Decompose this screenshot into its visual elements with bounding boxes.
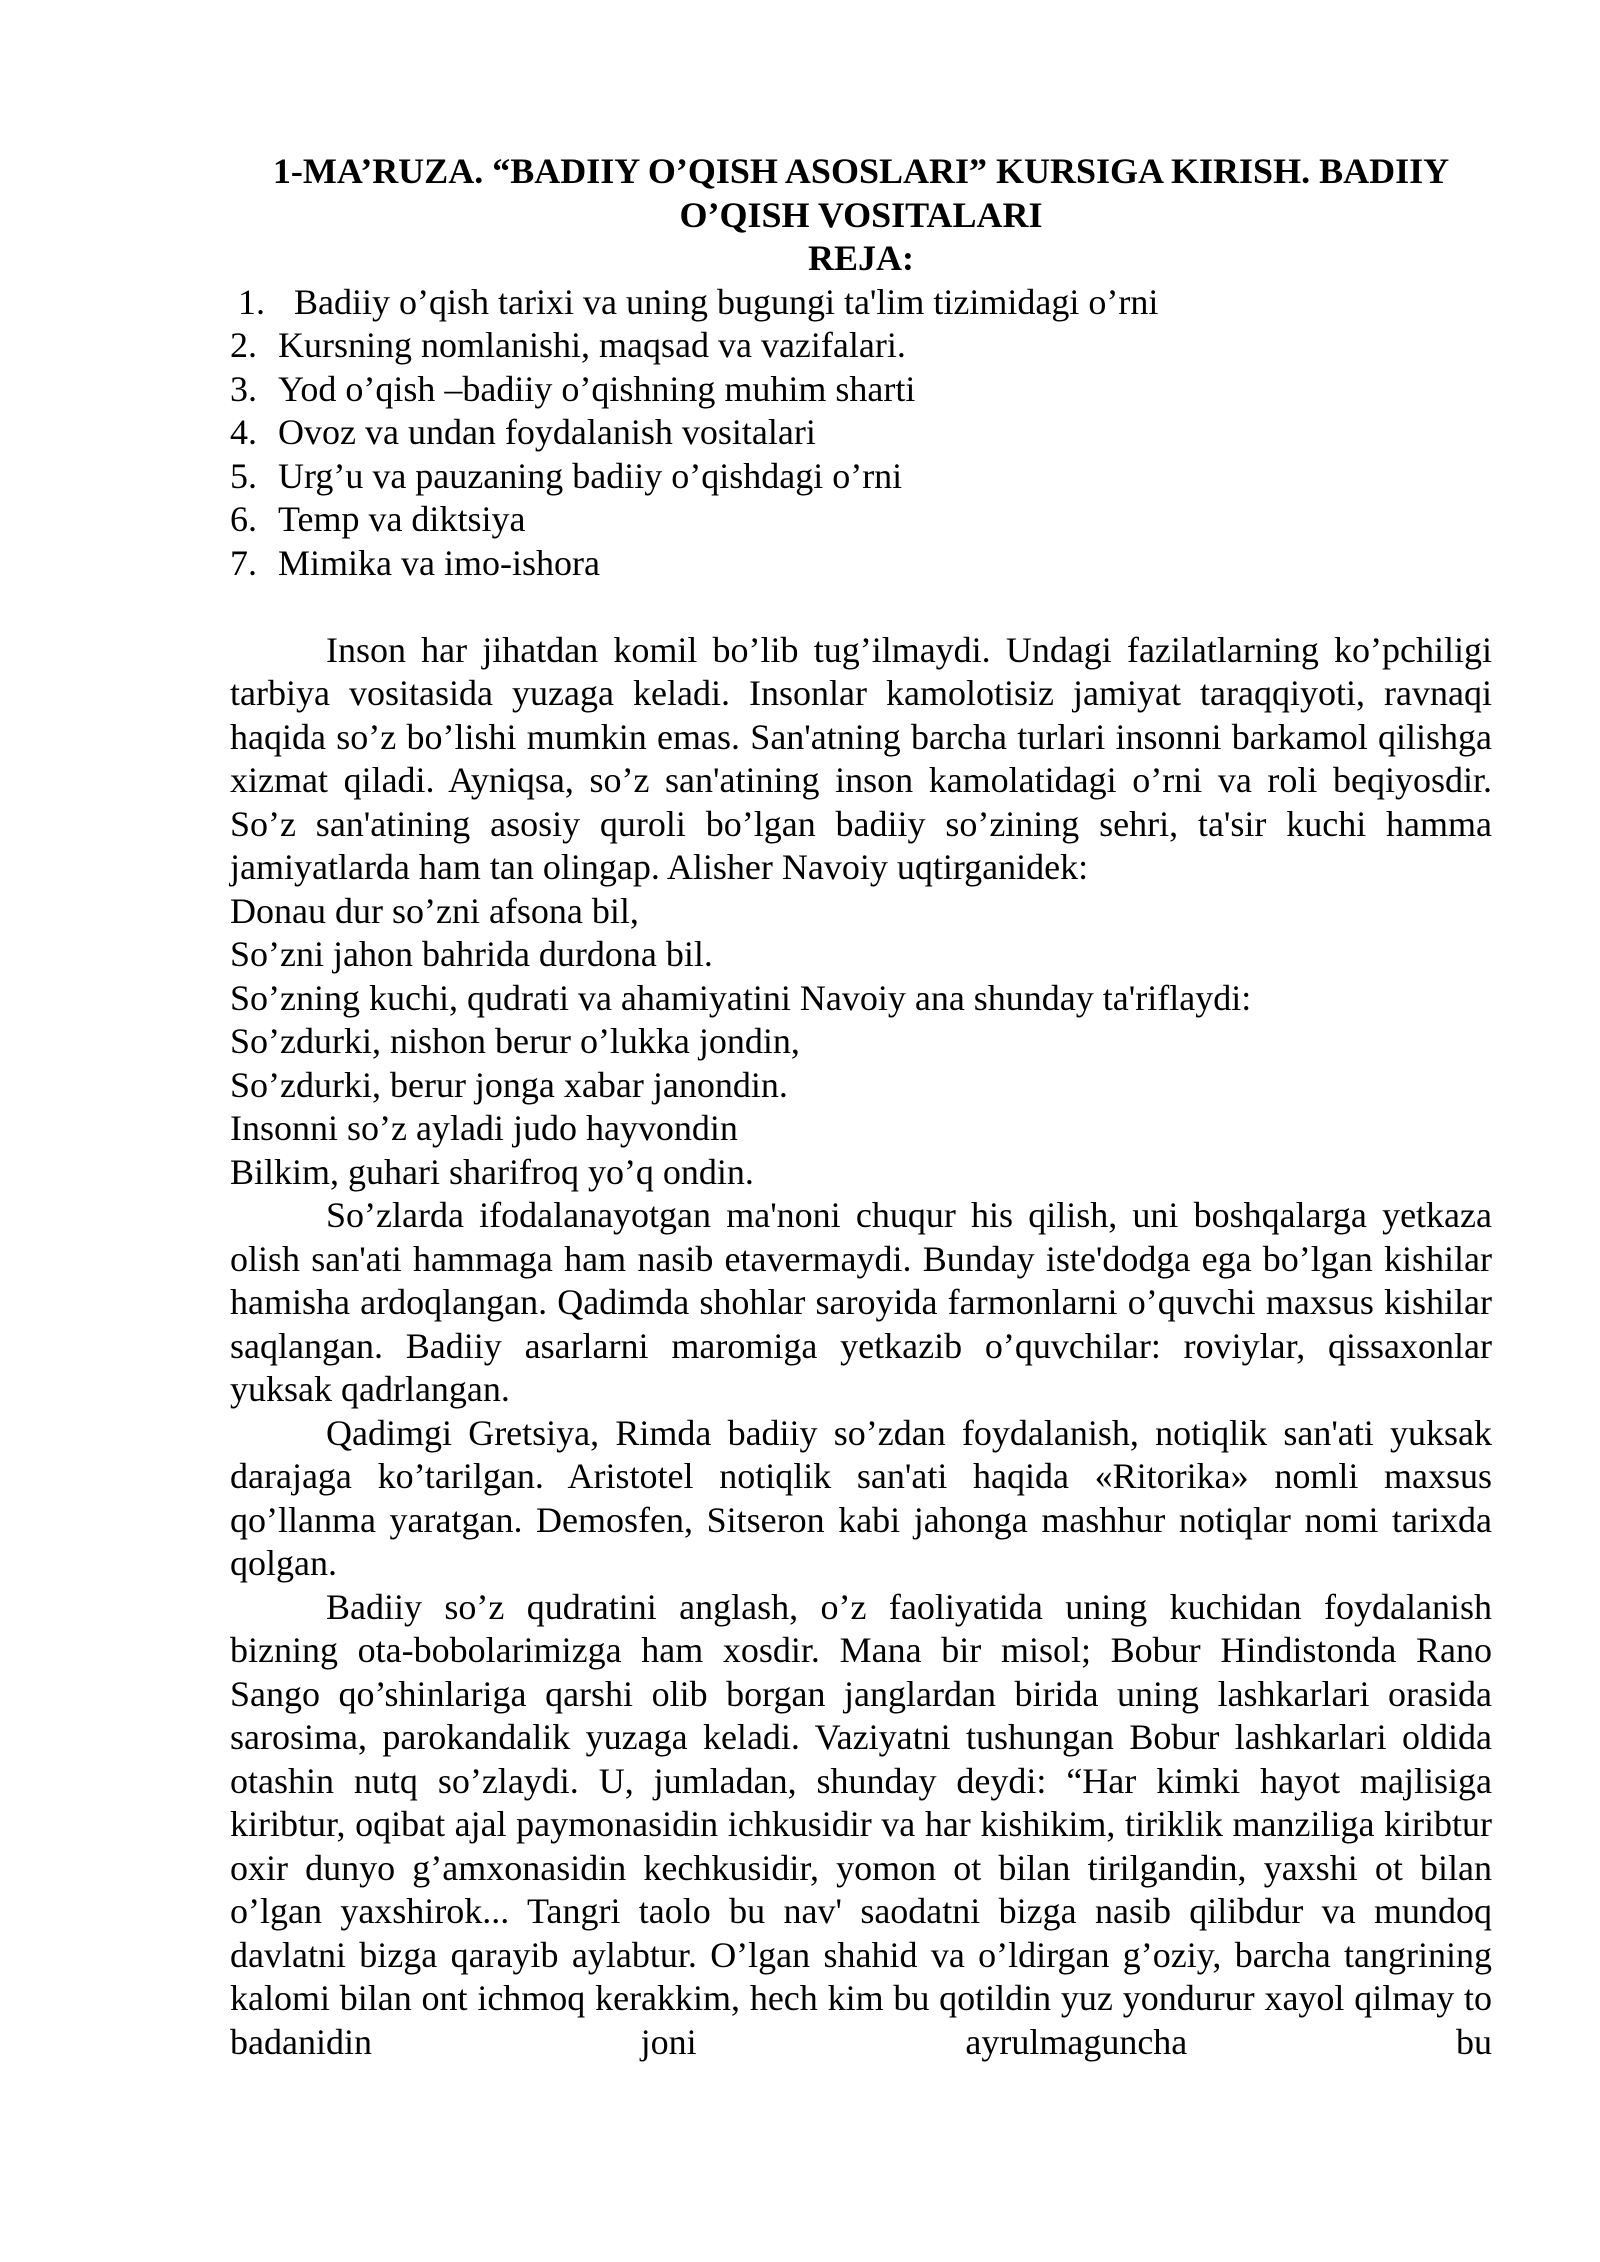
plan-item-number: 2.: [230, 325, 257, 365]
plan-item: [230, 498, 1492, 542]
plan-item-number: 3.: [230, 368, 257, 409]
plan-item-text: Temp va diktsiya: [278, 499, 526, 539]
verse-line: So’zni jahon bahrida durdona bil.: [230, 934, 713, 974]
verse-line: Bilkim, guhari sharifroq yo’q ondin.: [230, 1151, 754, 1192]
verse-line: Donau dur so’zni afsona bil,: [230, 890, 639, 931]
plan-item-text: Ovoz va undan foydalanish vositalari: [278, 412, 816, 452]
body-paragraph: So’zlarda ifodalanayotgan ma'noni chuqur his qilish, uni boshqalarga yetkaza olish san'ati hammaga ham nasib etavermaydi. Bunday iste'dodga ega bo’lgan kishilar hamisha ardoqlangan. Qadimda shohlar saroyida farmonlarni o’quvchi maxsus kishilar saqlangan. Badiiy asarlarni maromiga yetkazib o’quvchilar: roviylar, qissaxonlar yuksak qadrlangan.: [230, 1195, 1492, 1409]
plan-item-number: 7.: [230, 542, 257, 583]
verse-line: So’zdurki, berur jonga xabar janondin.: [230, 1064, 788, 1105]
plan-item: [230, 368, 1492, 412]
body-paragraph: Inson har jihatdan komil bo’lib tug’ilmaydi. Undagi fazilatlarning ko’pchiligi tarbiya vositasida yuzaga keladi. Insonlar kamolotisiz jamiyat taraqqiyoti, ravnaqi haqida so’z bo’lishi mumkin emas. San'atning barcha turlari insonni barkamol qilishga xizmat qiladi. Ayniqsa, so’z san'atining inson kamolatidagi o’rni va roli beqiyosdir. So’z san'atining asosiy quroli bo’lgan badiiy so’zining sehri, ta'sir kuchi hamma jamiyatlarda ham tan olingap. Alisher Navoiy uqtirganidek:: [230, 629, 1492, 887]
plan-item: [230, 455, 1492, 499]
plan-item-text: Mimika va imo-ishora: [278, 542, 600, 583]
blank-line: [230, 585, 1492, 629]
body-paragraph: Qadimgi Gretsiya, Rimda badiiy so’zdan foydalanish, notiqlik san'ati yuksak darajaga ko’tarilgan. Aristotel notiqlik san'ati haqida «Ritorika» nomli maxsus qo’llanma yaratgan. Demosfen, Sitseron kabi jahonga mashhur notiqlar nomi tarixda qolgan.: [230, 1412, 1492, 1583]
plan-heading: REJA:: [808, 238, 914, 278]
plan-item-number: 4.: [230, 412, 257, 452]
body-paragraph: Badiiy so’z qudratini anglash, o’z faoliyatida uning kuchidan foydalanish bizning ota-bobolarimizga ham xosdir. Mana bir misol; Bobur Hindistonda Rano Sango qo’shinlariga qarshi olib borgan janglardan birida uning lashkarlari orasida sarosima, parokandalik yuzaga keladi. Vaziyatni tushungan Bobur lashkarlari oldida otashin nutq so’zlaydi. U, jumladan, shunday deydi: “Har kimki hayot majlisiga kiribtur, oqibat ajal paymonasidin ichkusidir va har kishikim, tiriklik manziliga kiribtur oxir dunyo g’amxonasidin kechkusidir, yomon ot bilan tirilgandin, yaxshi ot bilan o’lgan yaxshirok... Tangri taolo bu nav' saodatni bizga nasib qilibdur va mundoq davlatni bizga qarayib aylabtur. O’lgan shahid va o’ldirgan g’oziy, barcha tangrining kalomi bilan ont ichmoq kerakkim, hech kim bu qotildin yuz yondurur xayol qilmay to badanidin joni ayrulmaguncha bu: [230, 1586, 1492, 2062]
plan-item-number: 6.: [230, 499, 257, 539]
plan-item-text: Yod o’qish –badiiy o’qishning muhim sharti: [278, 368, 916, 409]
plan-item: [230, 324, 1492, 368]
verse-line: Insonni so’z ayladi judo hayvondin: [230, 1108, 738, 1148]
lecture-title-line-1: 1-MA’RUZA. “BADIIY O’QISH ASOSLARI” KURSIGA KIRISH. BADIIY: [272, 151, 1450, 191]
plan-item-text: Kursning nomlanishi, maqsad va vazifalari.: [278, 325, 906, 365]
plan-item: [230, 411, 1492, 455]
plan-item-number: 5.: [230, 455, 257, 496]
document-page: [230, 150, 1492, 2064]
verse-line: So’zdurki, nishon berur o’lukka jondin,: [230, 1021, 800, 1061]
verse-intro: So’zning kuchi, qudrati va ahamiyatini Navoiy ana shunday ta'riflaydi:: [230, 977, 1252, 1018]
plan-item: [230, 281, 1492, 325]
plan-item-text: Badiiy o’qish tarixi va uning bugungi ta'lim tizimidagi o’rni: [294, 281, 1159, 322]
plan-list: [230, 281, 1492, 586]
plan-item-number: 1.: [238, 281, 265, 322]
plan-item-text: Urg’u va pauzaning badiiy o’qishdagi o’rni: [278, 455, 903, 496]
plan-item: [230, 542, 1492, 586]
lecture-title-line-2: O’QISH VOSITALARI: [679, 194, 1043, 235]
